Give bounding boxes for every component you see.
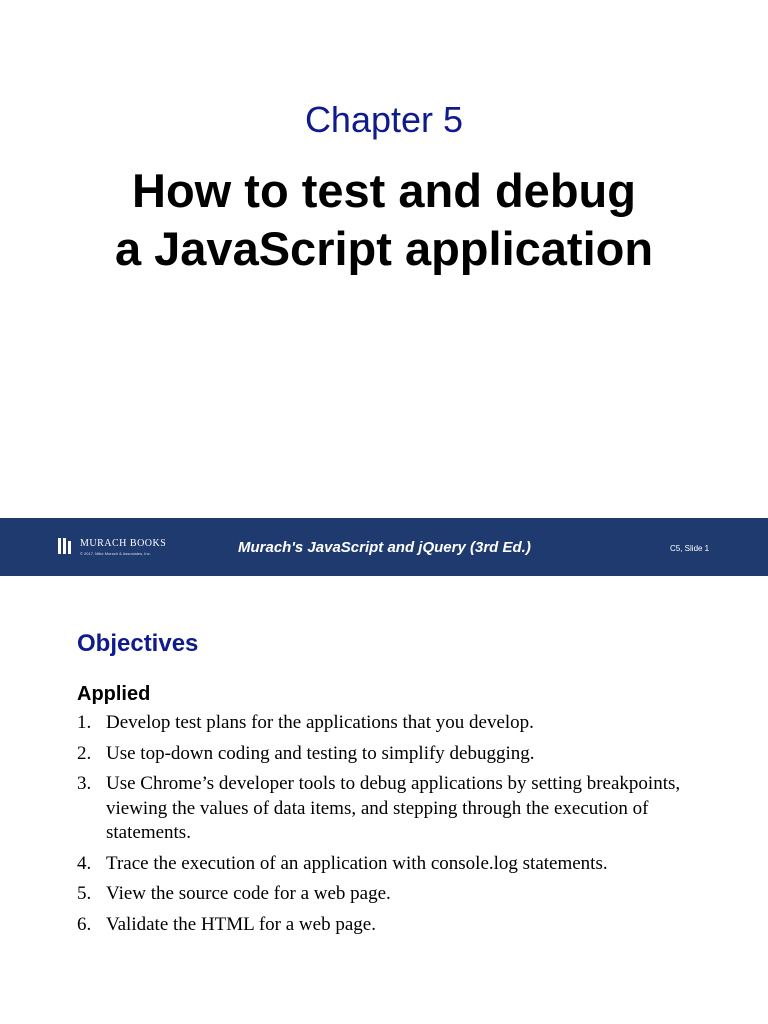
publisher-logo xyxy=(58,536,168,560)
slide-number: C5, Slide 1 xyxy=(670,544,710,553)
list-item-number: 4. xyxy=(77,852,92,874)
list-item xyxy=(77,852,717,877)
applied-subheading: Applied xyxy=(77,683,151,705)
list-item xyxy=(77,882,717,907)
list-item xyxy=(77,711,717,736)
chapter-label: Chapter 5 xyxy=(304,99,464,140)
books-icon xyxy=(58,538,74,554)
list-item-text: View the source code for a web page. xyxy=(106,883,391,904)
slide-footer-bar xyxy=(0,518,768,576)
slide-title xyxy=(0,162,768,278)
objectives-list xyxy=(77,711,717,943)
list-item-text: Trace the execution of an application with console.log statements. xyxy=(106,852,608,874)
copyright-notice: © 2017, Mike Murach & Associates, Inc. xyxy=(80,551,151,556)
book-title: Murach's JavaScript and jQuery (3rd Ed.) xyxy=(238,539,531,556)
slide-title-line-2: a JavaScript application xyxy=(114,222,654,275)
list-item-text: Validate the HTML for a web page. xyxy=(106,913,376,935)
list-item-number: 1. xyxy=(77,712,92,733)
list-item-number: 6. xyxy=(77,913,92,935)
slide-title-line-1: How to test and debug xyxy=(132,164,636,217)
objectives-heading: Objectives xyxy=(77,630,199,657)
list-item xyxy=(77,913,717,938)
list-item-text: Use Chrome’s developer tools to debug applications by setting breakpoints, viewing the values of data items, and stepping through the execution of statements. xyxy=(106,773,681,843)
publisher-name: MURACH BOOKS xyxy=(80,538,167,549)
list-item-number: 2. xyxy=(77,742,92,764)
list-item xyxy=(77,742,717,767)
list-item-number: 3. xyxy=(77,773,92,794)
list-item xyxy=(77,772,717,846)
list-item-number: 5. xyxy=(77,883,92,904)
list-item-text: Develop test plans for the applications that you develop. xyxy=(106,712,534,733)
list-item-text: Use top-down coding and testing to simplify debugging. xyxy=(106,742,535,764)
